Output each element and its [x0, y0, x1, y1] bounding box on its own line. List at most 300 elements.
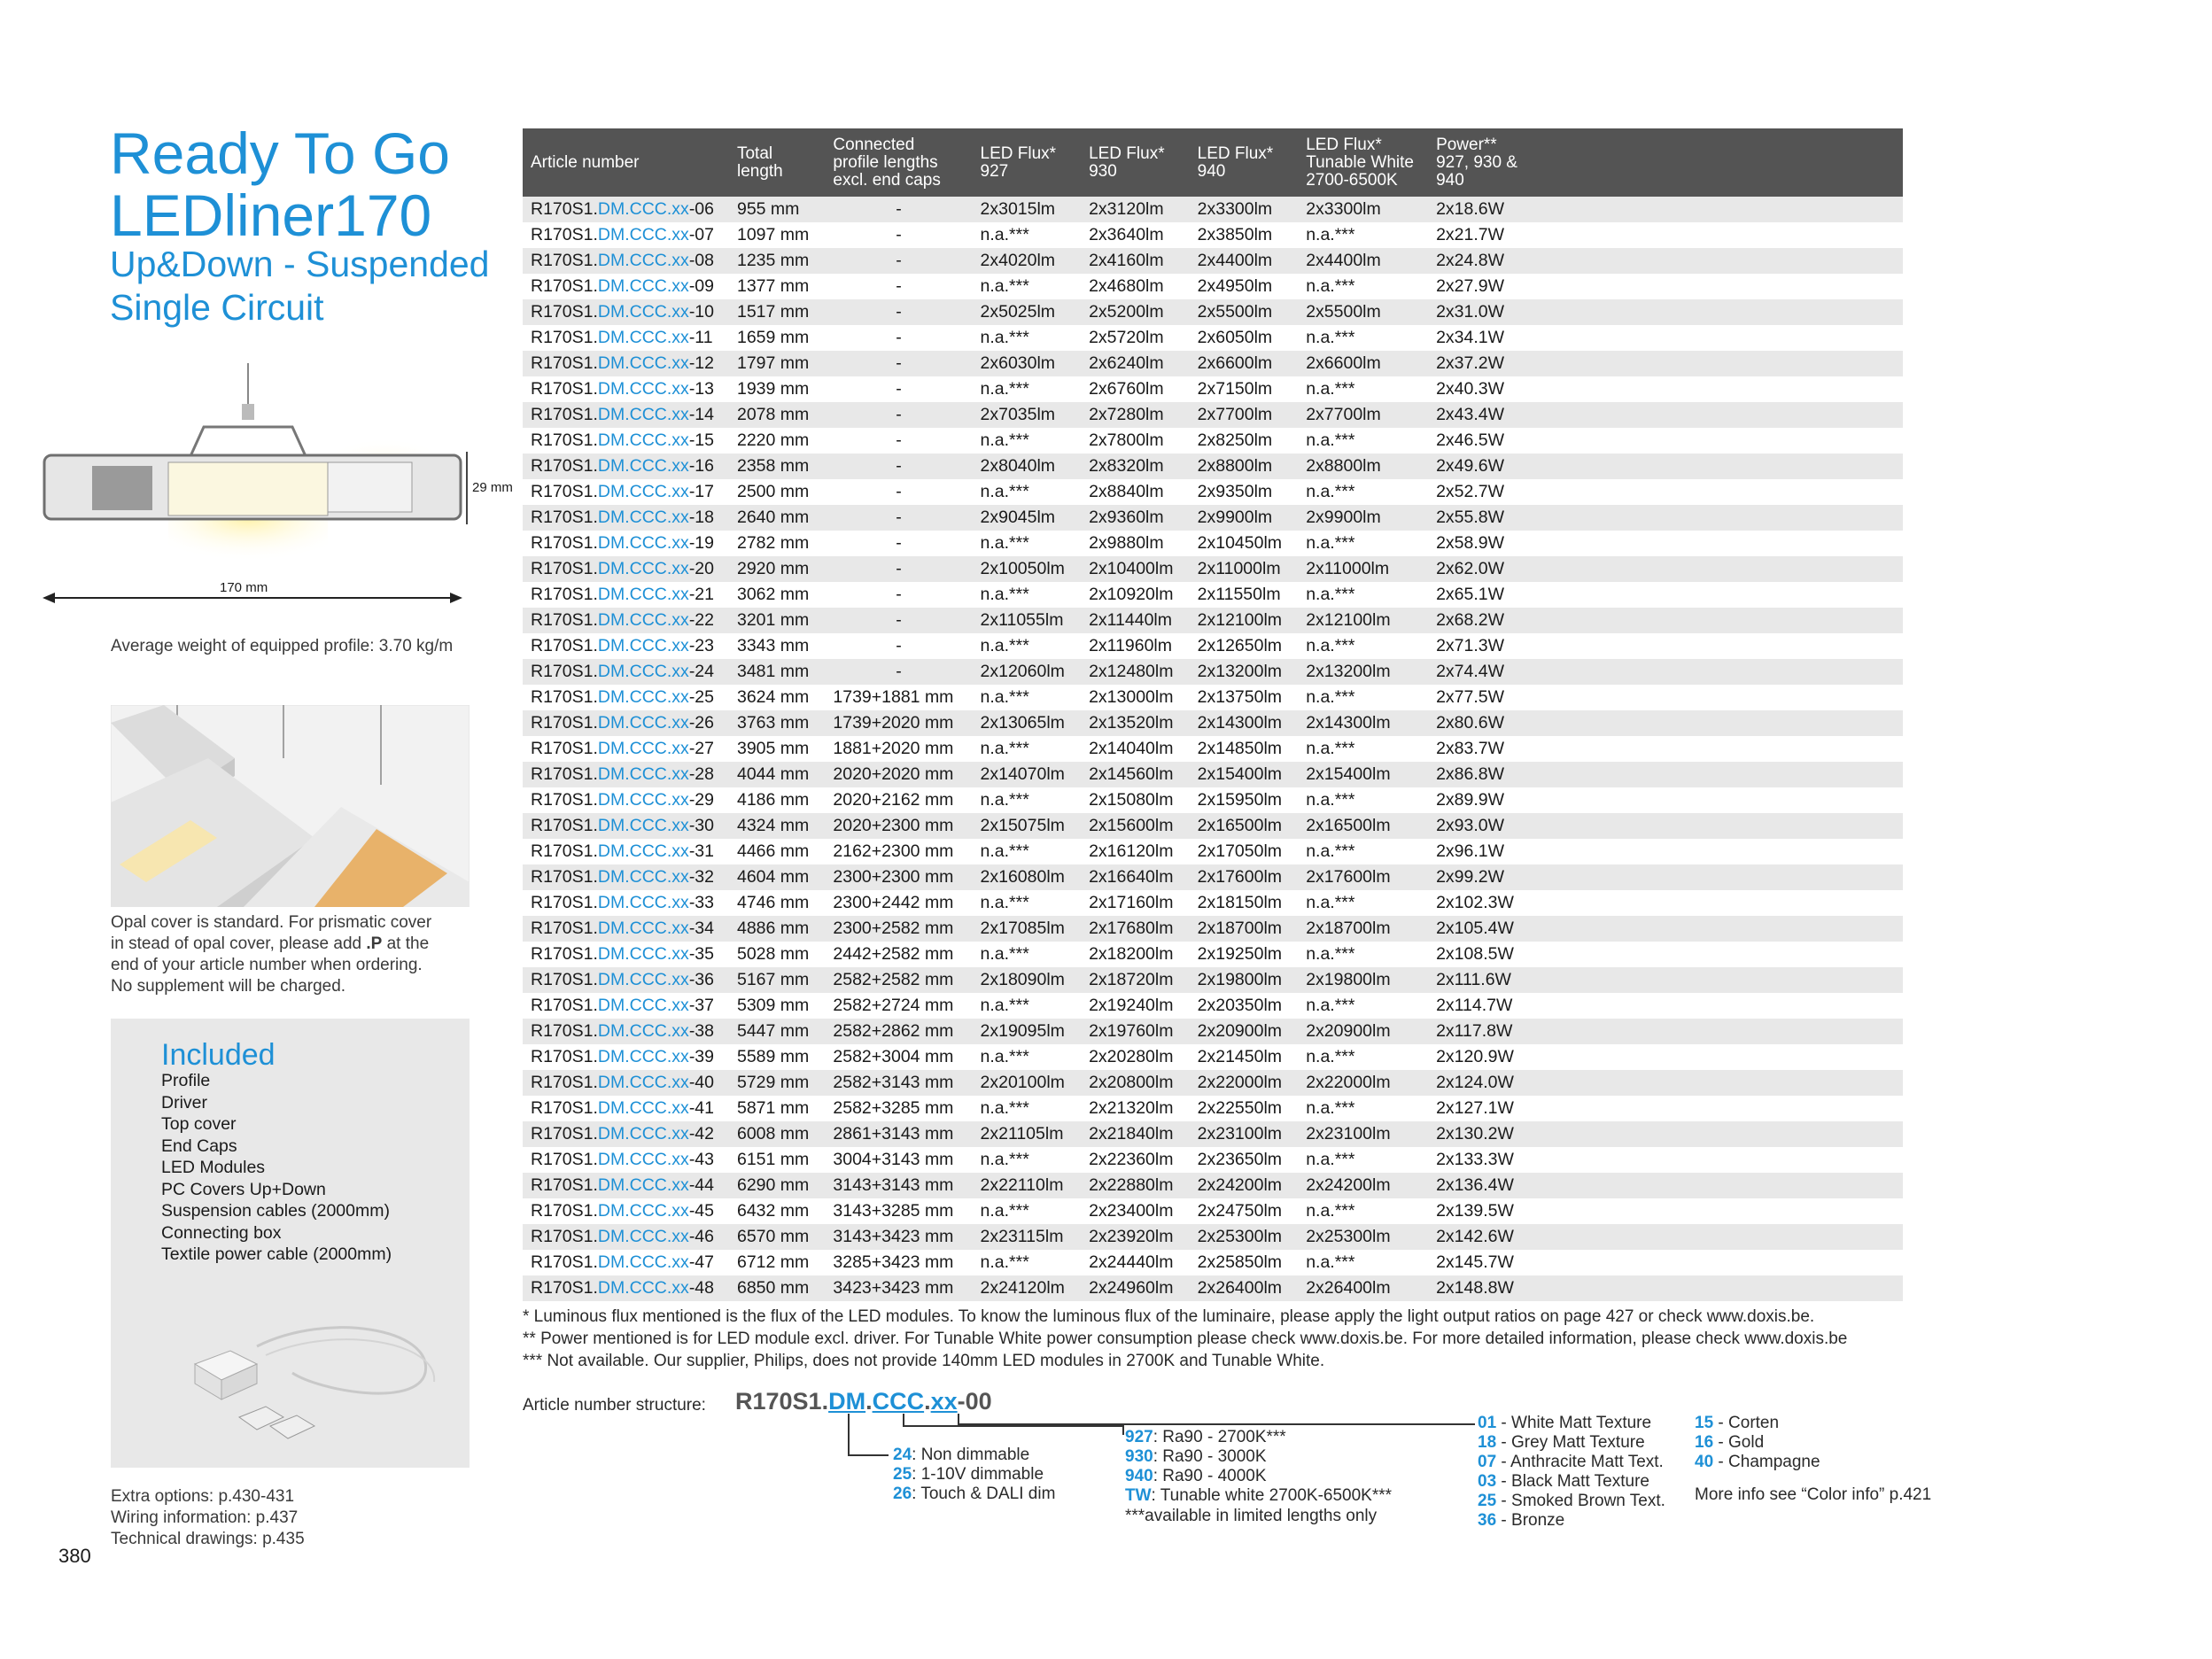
flux-927-cell: n.a.***: [973, 993, 1082, 1019]
table-row: [523, 1070, 1903, 1096]
row-spacer: [1536, 633, 1903, 659]
flux-927-cell: n.a.***: [973, 428, 1082, 454]
legend-code: 03: [1478, 1472, 1497, 1491]
flux-930-cell: 2x14560lm: [1081, 762, 1190, 787]
article-prefix: R170S1.: [531, 739, 598, 758]
article-prefix: R170S1.: [531, 482, 598, 501]
flux-tw-cell: 2x23100lm: [1298, 1121, 1428, 1147]
connected-lengths-cell: 2020+2020 mm: [825, 762, 972, 787]
power-cell: 2x130.2W: [1428, 1121, 1536, 1147]
table-row: [523, 299, 1903, 325]
article-prefix: R170S1.: [531, 1278, 598, 1298]
power-cell: 2x68.2W: [1428, 608, 1536, 633]
row-spacer: [1536, 505, 1903, 531]
footnote-not-available: *** Not available. Our supplier, Philips, does not provide 140mm LED modules in 2700K and Tunable White.: [523, 1352, 1325, 1370]
subtitle-line-2: Single Circuit: [110, 287, 324, 328]
article-number-cell: [523, 274, 729, 299]
flux-tw-cell: 2x13200lm: [1298, 659, 1428, 685]
article-prefix: R170S1.: [531, 353, 598, 373]
row-spacer: [1536, 428, 1903, 454]
included-item: End Caps: [161, 1136, 237, 1156]
article-prefix: R170S1.: [531, 687, 598, 707]
row-spacer: [1536, 813, 1903, 839]
row-spacer: [1536, 890, 1903, 916]
connected-lengths-cell: 2300+2300 mm: [825, 864, 972, 890]
article-prefix: R170S1.: [531, 816, 598, 835]
flux-930-cell: 2x7280lm: [1081, 402, 1190, 428]
row-spacer: [1536, 1121, 1903, 1147]
article-variable-code: DM.CCC.xx: [597, 970, 689, 989]
article-number-cell: [523, 1096, 729, 1121]
downlight-glow: [168, 518, 328, 580]
flux-940-cell: 2x14300lm: [1190, 710, 1299, 736]
article-variable-code: DM.CCC.xx: [597, 276, 689, 296]
connected-lengths-cell: 1739+1881 mm: [825, 685, 972, 710]
article-length-code: -35: [688, 944, 714, 964]
legend-code: 26: [893, 1485, 912, 1503]
power-cell: 2x80.6W: [1428, 710, 1536, 736]
flux-940-cell: 2x18150lm: [1190, 890, 1299, 916]
article-variable-code: DM.CCC.xx: [597, 996, 689, 1015]
flux-930-cell: 2x24960lm: [1081, 1275, 1190, 1301]
article-length-code: -11: [688, 328, 713, 347]
row-spacer: [1536, 839, 1903, 864]
row-spacer: [1536, 736, 1903, 762]
product-render-image: [111, 705, 470, 907]
power-cell: 2x52.7W: [1428, 479, 1536, 505]
flux-tw-cell: n.a.***: [1298, 1096, 1428, 1121]
row-spacer: [1536, 325, 1903, 351]
article-number-cell: [523, 1224, 729, 1250]
legend-code: 930: [1125, 1447, 1153, 1466]
legend-text: : Ra90 - 2700K***: [1153, 1428, 1286, 1446]
total-length-cell: 6850 mm: [729, 1275, 825, 1301]
row-spacer: [1536, 1147, 1903, 1173]
flux-tw-cell: 2x22000lm: [1298, 1070, 1428, 1096]
flux-940-cell: 2x3300lm: [1190, 197, 1299, 222]
legend-text: - Gold: [1713, 1433, 1765, 1452]
row-spacer: [1536, 710, 1903, 736]
article-length-code: -27: [688, 739, 714, 758]
cable-gripper: [242, 404, 254, 420]
table-row: [523, 1147, 1903, 1173]
flux-940-cell: 2x7150lm: [1190, 376, 1299, 402]
legend-code: 01: [1478, 1414, 1497, 1432]
row-spacer: [1536, 1198, 1903, 1224]
table-row: [523, 325, 1903, 351]
opal-note-line-4: No supplement will be charged.: [111, 977, 346, 996]
article-number-cell: [523, 454, 729, 479]
legend-text: - White Matt Texture: [1496, 1414, 1652, 1432]
flux-930-cell: 2x5200lm: [1081, 299, 1190, 325]
power-cell: 2x117.8W: [1428, 1019, 1536, 1044]
profile-cross-section-diagram: [35, 363, 532, 620]
included-item: Connecting box: [161, 1222, 282, 1243]
flux-930-cell: 2x18720lm: [1081, 967, 1190, 993]
flux-940-cell: 2x8800lm: [1190, 454, 1299, 479]
article-prefix: R170S1.: [531, 585, 598, 604]
article-number-cell: [523, 967, 729, 993]
power-cell: 2x111.6W: [1428, 967, 1536, 993]
flux-927-cell: 2x20100lm: [973, 1070, 1082, 1096]
power-cell: 2x62.0W: [1428, 556, 1536, 582]
connected-lengths-cell: 2582+2724 mm: [825, 993, 972, 1019]
article-number-cell: [523, 993, 729, 1019]
table-row: [523, 942, 1903, 967]
connected-lengths-cell: 1881+2020 mm: [825, 736, 972, 762]
article-length-code: -26: [688, 713, 714, 733]
flux-940-cell: 2x19250lm: [1190, 942, 1299, 967]
flux-930-cell: 2x18200lm: [1081, 942, 1190, 967]
article-prefix: R170S1.: [531, 328, 598, 347]
legend-code: TW: [1125, 1486, 1152, 1505]
article-length-code: -22: [688, 610, 714, 630]
color-option: [1478, 1433, 1665, 1453]
article-number-cell: [523, 1019, 729, 1044]
color-info-ref: More info see “Color info” p.421: [1695, 1485, 1932, 1504]
color-option: [1478, 1453, 1665, 1472]
flux-930-cell: 2x16640lm: [1081, 864, 1190, 890]
article-variable-code: DM.CCC.xx: [597, 1201, 689, 1221]
total-length-cell: 4324 mm: [729, 813, 825, 839]
total-length-cell: 1659 mm: [729, 325, 825, 351]
flux-tw-cell: n.a.***: [1298, 736, 1428, 762]
flux-927-cell: n.a.***: [973, 222, 1082, 248]
flux-tw-cell: 2x3300lm: [1298, 197, 1428, 222]
article-prefix: R170S1.: [531, 430, 598, 450]
article-length-code: -38: [688, 1021, 714, 1041]
table-row: [523, 531, 1903, 556]
table-row: [523, 1121, 1903, 1147]
legend-text: - Champagne: [1713, 1453, 1820, 1471]
row-spacer: [1536, 556, 1903, 582]
article-length-code: -18: [688, 508, 714, 527]
driver-block: [92, 466, 152, 510]
article-variable-code: DM.CCC.xx: [597, 508, 689, 527]
legend-text: - Smoked Brown Text.: [1496, 1492, 1665, 1510]
flux-940-cell: 2x4400lm: [1190, 248, 1299, 274]
flux-927-cell: n.a.***: [973, 582, 1082, 608]
article-variable-code: DM.CCC.xx: [597, 662, 689, 681]
total-length-cell: 4746 mm: [729, 890, 825, 916]
flux-tw-cell: 2x18700lm: [1298, 916, 1428, 942]
flux-930-cell: 2x14040lm: [1081, 736, 1190, 762]
flux-940-cell: 2x5500lm: [1190, 299, 1299, 325]
row-spacer: [1536, 248, 1903, 274]
table-row: [523, 890, 1903, 916]
connected-lengths-cell: 2582+3143 mm: [825, 1070, 972, 1096]
table-row: [523, 351, 1903, 376]
article-number-cell: [523, 505, 729, 531]
spec-table-body: [523, 197, 1903, 1301]
total-length-cell: 2782 mm: [729, 531, 825, 556]
row-spacer: [1536, 582, 1903, 608]
total-length-cell: 3062 mm: [729, 582, 825, 608]
structure-dot-2: .: [924, 1388, 931, 1415]
article-variable-code: DM.CCC.xx: [597, 687, 689, 707]
flux-tw-cell: 2x5500lm: [1298, 299, 1428, 325]
flux-930-cell: 2x3120lm: [1081, 197, 1190, 222]
wiring-info-ref: Wiring information: p.437: [111, 1508, 299, 1527]
connected-lengths-cell: -: [825, 351, 972, 376]
article-length-code: -06: [688, 199, 714, 219]
article-variable-code: DM.CCC.xx: [597, 482, 689, 501]
article-length-code: -14: [688, 405, 714, 424]
flux-927-cell: n.a.***: [973, 685, 1082, 710]
flux-930-cell: 2x20280lm: [1081, 1044, 1190, 1070]
row-spacer: [1536, 531, 1903, 556]
flux-tw-cell: 2x6600lm: [1298, 351, 1428, 376]
article-variable-code: DM.CCC.xx: [597, 430, 689, 450]
flux-927-cell: n.a.***: [973, 839, 1082, 864]
color-option: [1478, 1414, 1665, 1433]
article-prefix: R170S1.: [531, 405, 598, 424]
article-length-code: -39: [688, 1047, 714, 1066]
flux-940-cell: 2x7700lm: [1190, 402, 1299, 428]
structure-cct-code: CCC: [872, 1388, 925, 1415]
flux-tw-cell: 2x17600lm: [1298, 864, 1428, 890]
structure-code: [735, 1388, 992, 1415]
article-number-cell: [523, 710, 729, 736]
power-cell: 2x71.3W: [1428, 633, 1536, 659]
flux-927-cell: n.a.***: [973, 890, 1082, 916]
article-prefix: R170S1.: [531, 199, 598, 219]
color-option: [1478, 1511, 1665, 1531]
cct-legend: [1125, 1428, 1392, 1506]
flux-940-cell: 2x13750lm: [1190, 685, 1299, 710]
connected-lengths-cell: 2582+2582 mm: [825, 967, 972, 993]
article-prefix: R170S1.: [531, 1098, 598, 1118]
flux-927-cell: n.a.***: [973, 325, 1082, 351]
flux-930-cell: 2x5720lm: [1081, 325, 1190, 351]
flux-927-cell: 2x7035lm: [973, 402, 1082, 428]
flux-927-cell: n.a.***: [973, 942, 1082, 967]
article-prefix: R170S1.: [531, 996, 598, 1015]
flux-930-cell: 2x21840lm: [1081, 1121, 1190, 1147]
flux-930-cell: 2x6760lm: [1081, 376, 1190, 402]
flux-927-cell: 2x21105lm: [973, 1121, 1082, 1147]
row-spacer: [1536, 659, 1903, 685]
table-row: [523, 454, 1903, 479]
connected-lengths-cell: 3143+3285 mm: [825, 1198, 972, 1224]
article-length-code: -43: [688, 1150, 714, 1169]
article-length-code: -37: [688, 996, 714, 1015]
header-flux-940: LED Flux* 940: [1190, 128, 1299, 197]
article-prefix: R170S1.: [531, 764, 598, 784]
included-item: PC Covers Up+Down: [161, 1179, 326, 1199]
flux-tw-cell: n.a.***: [1298, 222, 1428, 248]
article-length-code: -40: [688, 1073, 714, 1092]
row-spacer: [1536, 1275, 1903, 1301]
table-row: [523, 505, 1903, 531]
flux-940-cell: 2x24200lm: [1190, 1173, 1299, 1198]
opal-note-line-1: Opal cover is standard. For prismatic cover: [111, 913, 432, 932]
flux-927-cell: n.a.***: [973, 1250, 1082, 1275]
connected-lengths-cell: 3143+3423 mm: [825, 1224, 972, 1250]
article-prefix: R170S1.: [531, 225, 598, 244]
total-length-cell: 2220 mm: [729, 428, 825, 454]
article-number-cell: [523, 633, 729, 659]
flux-tw-cell: n.a.***: [1298, 1147, 1428, 1173]
power-cell: 2x27.9W: [1428, 274, 1536, 299]
flux-tw-cell: 2x4400lm: [1298, 248, 1428, 274]
spec-table: [523, 128, 1903, 1301]
article-prefix: R170S1.: [531, 867, 598, 887]
power-cell: 2x124.0W: [1428, 1070, 1536, 1096]
connected-lengths-cell: 2162+2300 mm: [825, 839, 972, 864]
article-number-cell: [523, 325, 729, 351]
table-row: [523, 222, 1903, 248]
article-number-cell: [523, 1173, 729, 1198]
flux-927-cell: 2x13065lm: [973, 710, 1082, 736]
flux-927-cell: 2x15075lm: [973, 813, 1082, 839]
row-spacer: [1536, 376, 1903, 402]
total-length-cell: 2500 mm: [729, 479, 825, 505]
article-variable-code: DM.CCC.xx: [597, 944, 689, 964]
article-variable-code: DM.CCC.xx: [597, 328, 689, 347]
connected-lengths-cell: -: [825, 248, 972, 274]
flux-tw-cell: n.a.***: [1298, 685, 1428, 710]
flux-927-cell: 2x23115lm: [973, 1224, 1082, 1250]
legend-code: 940: [1125, 1467, 1153, 1485]
article-prefix: R170S1.: [531, 1073, 598, 1092]
connected-lengths-cell: 3004+3143 mm: [825, 1147, 972, 1173]
flux-tw-cell: n.a.***: [1298, 325, 1428, 351]
flux-940-cell: 2x23100lm: [1190, 1121, 1299, 1147]
connected-lengths-cell: -: [825, 299, 972, 325]
legend-text: : 1-10V dimmable: [912, 1465, 1044, 1484]
flux-927-cell: n.a.***: [973, 787, 1082, 813]
row-spacer: [1536, 864, 1903, 890]
connected-lengths-cell: -: [825, 556, 972, 582]
power-cell: 2x40.3W: [1428, 376, 1536, 402]
table-row: [523, 993, 1903, 1019]
article-variable-code: DM.CCC.xx: [597, 1227, 689, 1246]
article-number-cell: [523, 1070, 729, 1096]
article-prefix: R170S1.: [531, 713, 598, 733]
article-prefix: R170S1.: [531, 379, 598, 399]
cct-availability-note: ***available in limited lengths only: [1125, 1507, 1378, 1525]
flux-927-cell: 2x6030lm: [973, 351, 1082, 376]
article-number-cell: [523, 531, 729, 556]
flux-930-cell: 2x22880lm: [1081, 1173, 1190, 1198]
table-row: [523, 428, 1903, 454]
flux-930-cell: 2x24440lm: [1081, 1250, 1190, 1275]
article-number-cell: [523, 942, 729, 967]
color-option: [1478, 1472, 1665, 1492]
article-length-code: -36: [688, 970, 714, 989]
table-row: [523, 787, 1903, 813]
article-number-cell: [523, 916, 729, 942]
flux-940-cell: 2x4950lm: [1190, 274, 1299, 299]
article-number-cell: [523, 1198, 729, 1224]
row-spacer: [1536, 1070, 1903, 1096]
article-variable-code: DM.CCC.xx: [597, 1278, 689, 1298]
title-line-2: LEDliner170: [110, 182, 432, 248]
flux-tw-cell: 2x24200lm: [1298, 1173, 1428, 1198]
flux-tw-cell: 2x8800lm: [1298, 454, 1428, 479]
article-length-code: -41: [688, 1098, 714, 1118]
cct-option: [1125, 1447, 1392, 1467]
row-spacer: [1536, 762, 1903, 787]
flux-tw-cell: 2x12100lm: [1298, 608, 1428, 633]
total-length-cell: 2920 mm: [729, 556, 825, 582]
total-length-cell: 4886 mm: [729, 916, 825, 942]
flux-930-cell: 2x12480lm: [1081, 659, 1190, 685]
article-prefix: R170S1.: [531, 1021, 598, 1041]
flux-930-cell: 2x23400lm: [1081, 1198, 1190, 1224]
total-length-cell: 6008 mm: [729, 1121, 825, 1147]
flux-tw-cell: n.a.***: [1298, 1250, 1428, 1275]
table-row: [523, 633, 1903, 659]
row-spacer: [1536, 454, 1903, 479]
article-number-cell: [523, 248, 729, 274]
total-length-cell: 1939 mm: [729, 376, 825, 402]
flux-940-cell: 2x10450lm: [1190, 531, 1299, 556]
power-cell: 2x120.9W: [1428, 1044, 1536, 1070]
included-item: Driver: [161, 1092, 207, 1112]
row-spacer: [1536, 1044, 1903, 1070]
legend-code: 15: [1695, 1414, 1714, 1432]
article-variable-code: DM.CCC.xx: [597, 764, 689, 784]
flux-940-cell: 2x20350lm: [1190, 993, 1299, 1019]
power-cell: 2x139.5W: [1428, 1198, 1536, 1224]
article-variable-code: DM.CCC.xx: [597, 456, 689, 476]
flux-940-cell: 2x24750lm: [1190, 1198, 1299, 1224]
article-number-cell: [523, 1250, 729, 1275]
article-length-code: -13: [688, 379, 714, 399]
article-number-cell: [523, 556, 729, 582]
flux-930-cell: 2x11960lm: [1081, 633, 1190, 659]
legend-text: : Ra90 - 4000K: [1153, 1467, 1267, 1485]
row-spacer: [1536, 479, 1903, 505]
table-row: [523, 813, 1903, 839]
flux-927-cell: 2x14070lm: [973, 762, 1082, 787]
connected-lengths-cell: 3143+3143 mm: [825, 1173, 972, 1198]
total-length-cell: 6712 mm: [729, 1250, 825, 1275]
article-length-code: -32: [688, 867, 714, 887]
article-number-cell: [523, 1121, 729, 1147]
flux-927-cell: 2x4020lm: [973, 248, 1082, 274]
article-prefix: R170S1.: [531, 276, 598, 296]
article-number-cell: [523, 222, 729, 248]
article-length-code: -31: [688, 841, 714, 861]
article-length-code: -34: [688, 919, 714, 938]
flux-tw-cell: n.a.***: [1298, 428, 1428, 454]
connected-lengths-cell: -: [825, 376, 972, 402]
extra-info: [111, 1486, 305, 1550]
row-spacer: [1536, 222, 1903, 248]
flux-940-cell: 2x9900lm: [1190, 505, 1299, 531]
article-number-cell: [523, 890, 729, 916]
led-chamber: [168, 462, 328, 516]
connected-lengths-cell: -: [825, 659, 972, 685]
flux-940-cell: 2x12650lm: [1190, 633, 1299, 659]
total-length-cell: 955 mm: [729, 197, 825, 222]
article-length-code: -17: [688, 482, 714, 501]
row-spacer: [1536, 916, 1903, 942]
connected-lengths-cell: -: [825, 479, 972, 505]
power-cell: 2x55.8W: [1428, 505, 1536, 531]
article-length-code: -45: [688, 1201, 714, 1221]
flux-927-cell: n.a.***: [973, 531, 1082, 556]
legend-code: 25: [893, 1465, 912, 1484]
table-row: [523, 916, 1903, 942]
article-prefix: R170S1.: [531, 533, 598, 553]
article-prefix: R170S1.: [531, 970, 598, 989]
article-variable-code: DM.CCC.xx: [597, 585, 689, 604]
flux-927-cell: n.a.***: [973, 736, 1082, 762]
